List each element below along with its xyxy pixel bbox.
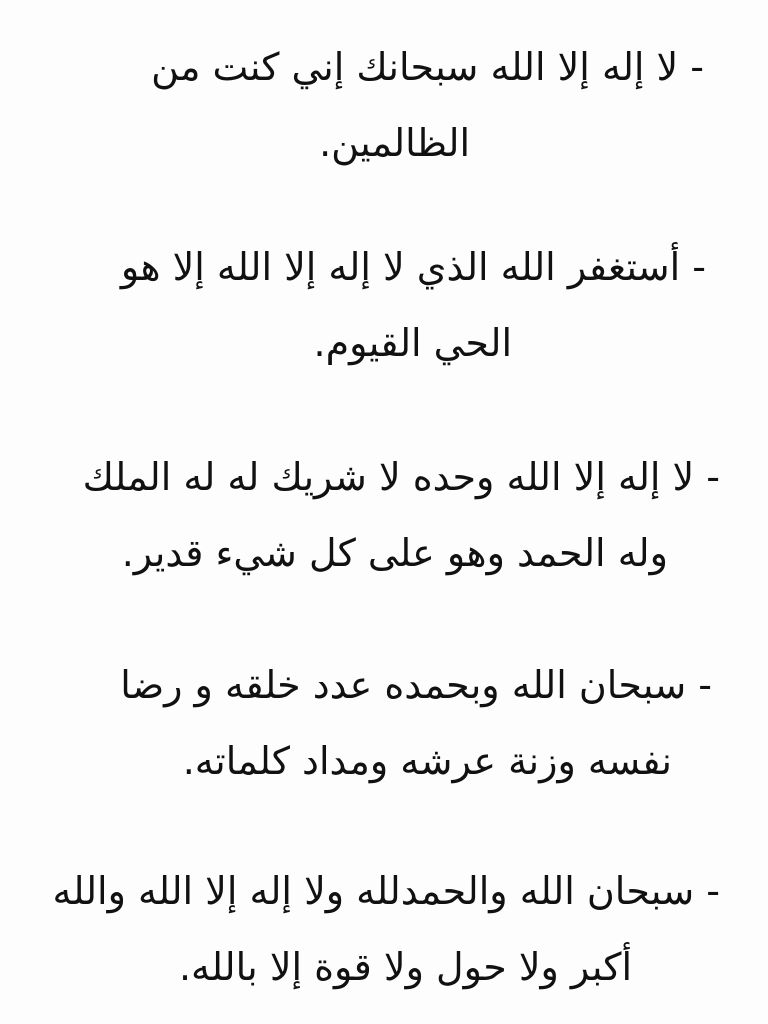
entry-line: - سبحان الله وبحمده عدد خلقه و رضا: [120, 663, 712, 707]
entry-line: - سبحان الله والحمدلله ولا إله إلا الله والله: [52, 869, 720, 913]
dhikr-entry: [70, 45, 720, 165]
entry-line: نفسه وزنة عرشه ومداد كلماته.: [182, 739, 672, 783]
entry-line: - لا إله إلا الله سبحانك إني كنت من: [151, 45, 704, 89]
entry-line: الحي القيوم.: [313, 321, 512, 365]
entry-line: - أستغفر الله الذي لا إله إلا الله إلا هو: [120, 245, 706, 289]
entry-line: أكبر ولا حول ولا قوة إلا بالله.: [178, 945, 632, 989]
dhikr-entry: [70, 245, 720, 365]
dhikr-entry: [52, 869, 720, 989]
entry-line: - لا إله إلا الله وحده لا شريك له له الملك: [82, 455, 720, 499]
entry-line: الظالمين.: [319, 121, 470, 165]
entry-line: وله الحمد وهو على كل شيء قدير.: [121, 531, 668, 575]
dhikr-entry: [70, 663, 720, 783]
dhikr-entry: [70, 455, 720, 575]
